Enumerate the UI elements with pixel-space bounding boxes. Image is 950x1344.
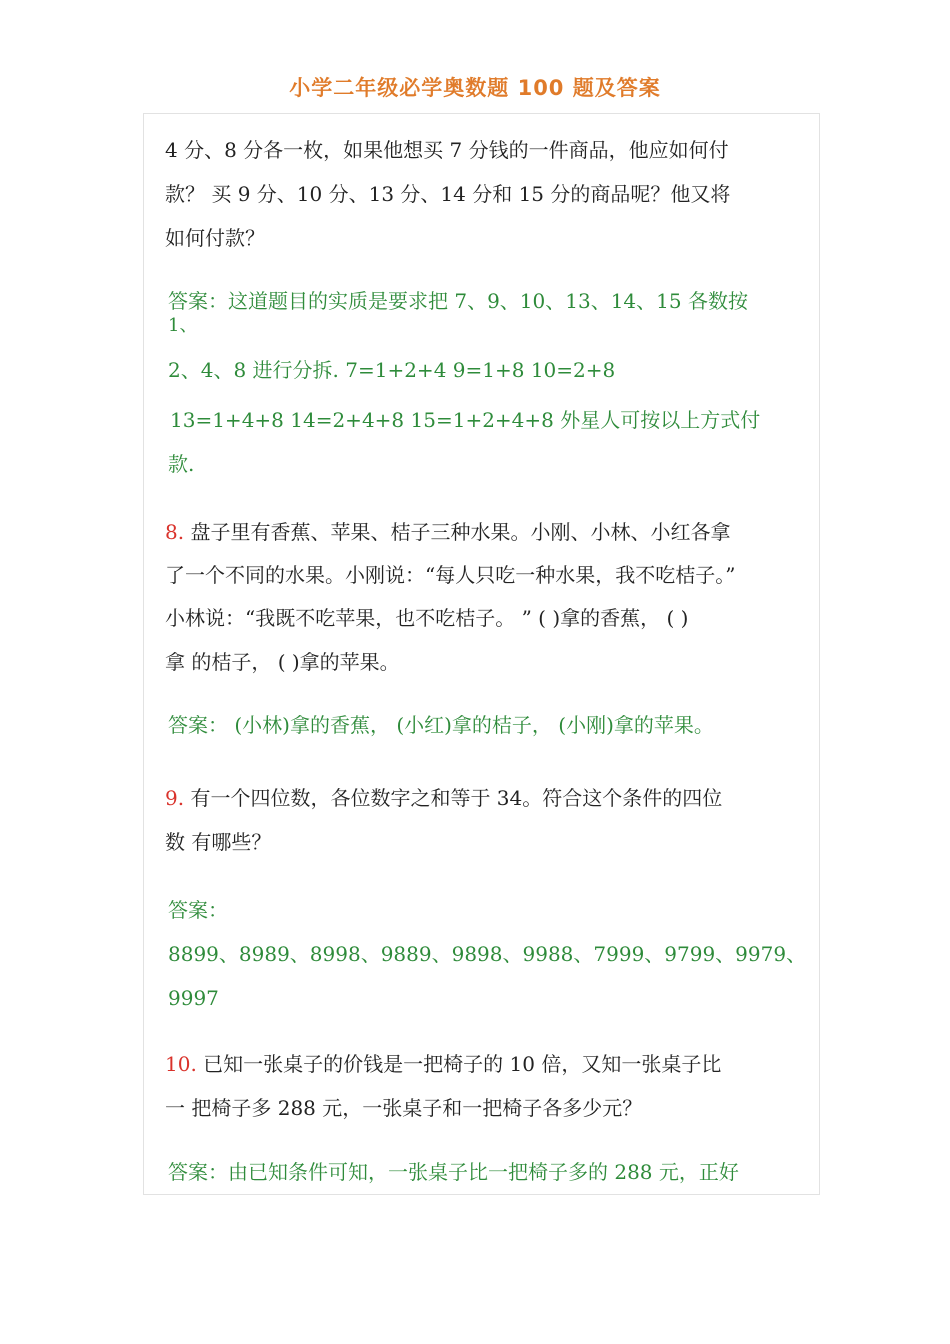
- answer-7-line: 款.: [168, 452, 195, 476]
- page-title: 小学二年级必学奥数题 100 题及答案: [289, 76, 661, 100]
- question-8-line: 小林说：“我既不吃苹果，也不吃桔子。 ” ( )拿的香蕉， ( ): [165, 606, 689, 630]
- answer-9-line: 8899、8989、8998、9889、9898、9988、7999、9799、9979、: [168, 942, 807, 966]
- question-number: 8.: [165, 520, 185, 544]
- question-text: 盘子里有香蕉、苹果、桔子三种水果。小刚、小林、小红各拿: [184, 520, 731, 544]
- answer-9-line: 9997: [168, 986, 219, 1010]
- answer-7-line: 答案：这道题目的实质是要求把 7、9、10、13、14、15 各数按: [168, 289, 748, 313]
- question-7-line: 4 分、8 分各一枚，如果他想买 7 分钱的一件商品，他应如何付: [165, 138, 729, 162]
- answer-10-line: 答案：由已知条件可知，一张桌子比一把椅子多的 288 元，正好: [168, 1160, 739, 1184]
- question-10-line: [165, 1052, 721, 1076]
- question-10-line: 一 把椅子多 288 元，一张桌子和一把椅子各多少元？: [165, 1096, 643, 1120]
- answer-8-line: 答案： (小林)拿的香蕉， (小红)拿的桔子， (小刚)拿的苹果。: [168, 713, 714, 737]
- question-number: 9.: [165, 786, 185, 810]
- answer-7-line: 13=1+4+8 14=2+4+8 15=1+2+4+8 外星人可按以上方式付: [170, 408, 761, 432]
- answer-7-line: 1、: [168, 315, 198, 336]
- question-9-line: 数 有哪些？: [165, 830, 272, 854]
- question-text: 有一个四位数，各位数字之和等于 34。符合这个条件的四位: [184, 786, 723, 810]
- question-8-line: [165, 520, 730, 544]
- question-8-line: 了一个不同的水果。小刚说：“每人只吃一种水果，我不吃桔子。”: [165, 563, 736, 587]
- question-9-line: [165, 786, 722, 810]
- question-8-line: 拿 的桔子， ( )拿的苹果。: [165, 650, 400, 674]
- answer-7-line: 2、4、8 进行分拆. 7=1+2+4 9=1+8 10=2+8: [168, 358, 616, 382]
- question-number: 10.: [165, 1052, 197, 1076]
- answer-9-line: 答案：: [168, 898, 228, 922]
- question-7-line: 款？ 买 9 分、10 分、13 分、14 分和 15 分的商品呢？他又将: [165, 182, 731, 206]
- question-7-line: 如何付款？: [165, 226, 265, 250]
- question-text: 已知一张桌子的价钱是一把椅子的 10 倍，又知一张桌子比: [196, 1052, 722, 1076]
